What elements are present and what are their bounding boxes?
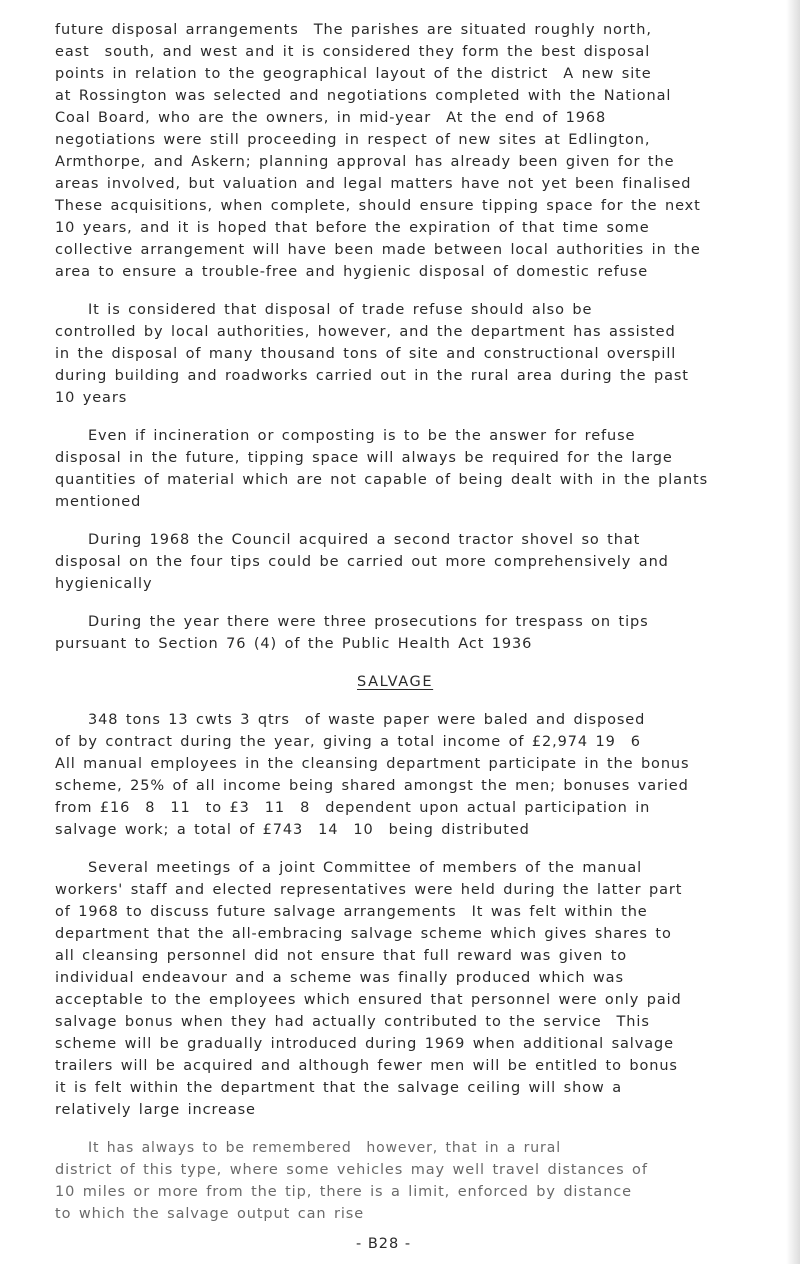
- text-line: of by contract during the year, giving a total income of £2,974 19 6: [55, 734, 641, 750]
- text-line: district of this type, where some vehicles may well travel distances of: [55, 1162, 648, 1178]
- text-line: it is felt within the department that the salvage ceiling will show a: [55, 1080, 622, 1096]
- text-line: workers' staff and elected representatives were held during the latter part: [55, 882, 683, 898]
- text-line: acceptable to the employees which ensured that personnel were only paid: [55, 992, 682, 1008]
- text-line: hygienically: [55, 576, 153, 592]
- text-line: 10 years: [55, 390, 128, 406]
- page-number-footer: - B28 -: [356, 1236, 412, 1252]
- text-line: salvage work; a total of £743 14 10 being distributed: [55, 822, 530, 838]
- text-line: to which the salvage output can rise: [55, 1206, 365, 1222]
- text-line: controlled by local authorities, however, and the department has assisted: [55, 324, 676, 340]
- text-line: east south, and west and it is considered they form the best disposal: [55, 44, 651, 60]
- text-line: during building and roadworks carried out in the rural area during the past: [55, 368, 689, 384]
- text-line: all cleansing personnel did not ensure that full reward was given to: [55, 948, 628, 964]
- text-line: 348 tons 13 cwts 3 qtrs of waste paper were baled and disposed: [88, 712, 646, 728]
- text-line: salvage bonus when they had actually contributed to the service This: [55, 1014, 650, 1030]
- text-line: Even if incineration or composting is to be the answer for refuse: [88, 428, 636, 444]
- text-line: points in relation to the geographical layout of the district A new site: [55, 66, 652, 82]
- text-line: disposal on the four tips could be carried out more comprehensively and: [55, 554, 669, 570]
- text-line: Coal Board, who are the owners, in mid-year At the end of 1968: [55, 110, 607, 126]
- text-line: It has always to be remembered however, that in a rural: [88, 1140, 561, 1156]
- section-heading-salvage: SALVAGE: [357, 674, 434, 690]
- text-line: of 1968 to discuss future salvage arrangements It was felt within the: [55, 904, 648, 920]
- text-line: Armthorpe, and Askern; planning approval has already been given for the: [55, 154, 675, 170]
- text-line: During the year there were three prosecutions for trespass on tips: [88, 614, 649, 630]
- text-line: 10 miles or more from the tip, there is a limit, enforced by distance: [55, 1184, 632, 1200]
- text-line: Several meetings of a joint Committee of members of the manual: [88, 860, 643, 876]
- text-line: scheme will be gradually introduced during 1969 when additional salvage: [55, 1036, 674, 1052]
- text-line: from £16 8 11 to £3 11 8 dependent upon actual participation in: [55, 800, 651, 816]
- page-edge-shadow: [786, 0, 800, 1264]
- text-line: negotiations were still proceeding in respect of new sites at Edlington,: [55, 132, 651, 148]
- text-line: at Rossington was selected and negotiations completed with the National: [55, 88, 672, 104]
- text-line: It is considered that disposal of trade refuse should also be: [88, 302, 593, 318]
- text-line: trailers will be acquired and although fewer men will be entitled to bonus: [55, 1058, 678, 1074]
- text-line: department that the all-embracing salvage scheme which gives shares to: [55, 926, 672, 942]
- text-line: area to ensure a trouble-free and hygienic disposal of domestic refuse: [55, 264, 649, 280]
- text-line: in the disposal of many thousand tons of site and constructional overspill: [55, 346, 677, 362]
- text-line: disposal in the future, tipping space will always be required for the large: [55, 450, 673, 466]
- text-line: 10 years, and it is hoped that before the expiration of that time some: [55, 220, 650, 236]
- text-line: future disposal arrangements The parishes are situated roughly north,: [55, 22, 652, 38]
- text-line: All manual employees in the cleansing department participate in the bonus: [55, 756, 690, 772]
- text-line: quantities of material which are not capable of being dealt with in the plants: [55, 472, 709, 488]
- text-line: areas involved, but valuation and legal matters have not yet been finalised: [55, 176, 692, 192]
- text-line: pursuant to Section 76 (4) of the Public Health Act 1936: [55, 636, 533, 652]
- text-line: scheme, 25% of all income being shared amongst the men; bonuses varied: [55, 778, 689, 794]
- text-line: individual endeavour and a scheme was finally produced which was: [55, 970, 624, 986]
- text-line: relatively large increase: [55, 1102, 256, 1118]
- text-line: These acquisitions, when complete, should ensure tipping space for the next: [55, 198, 701, 214]
- text-line: During 1968 the Council acquired a second tractor shovel so that: [88, 532, 641, 548]
- text-line: mentioned: [55, 494, 142, 510]
- text-line: collective arrangement will have been made between local authorities in the: [55, 242, 701, 258]
